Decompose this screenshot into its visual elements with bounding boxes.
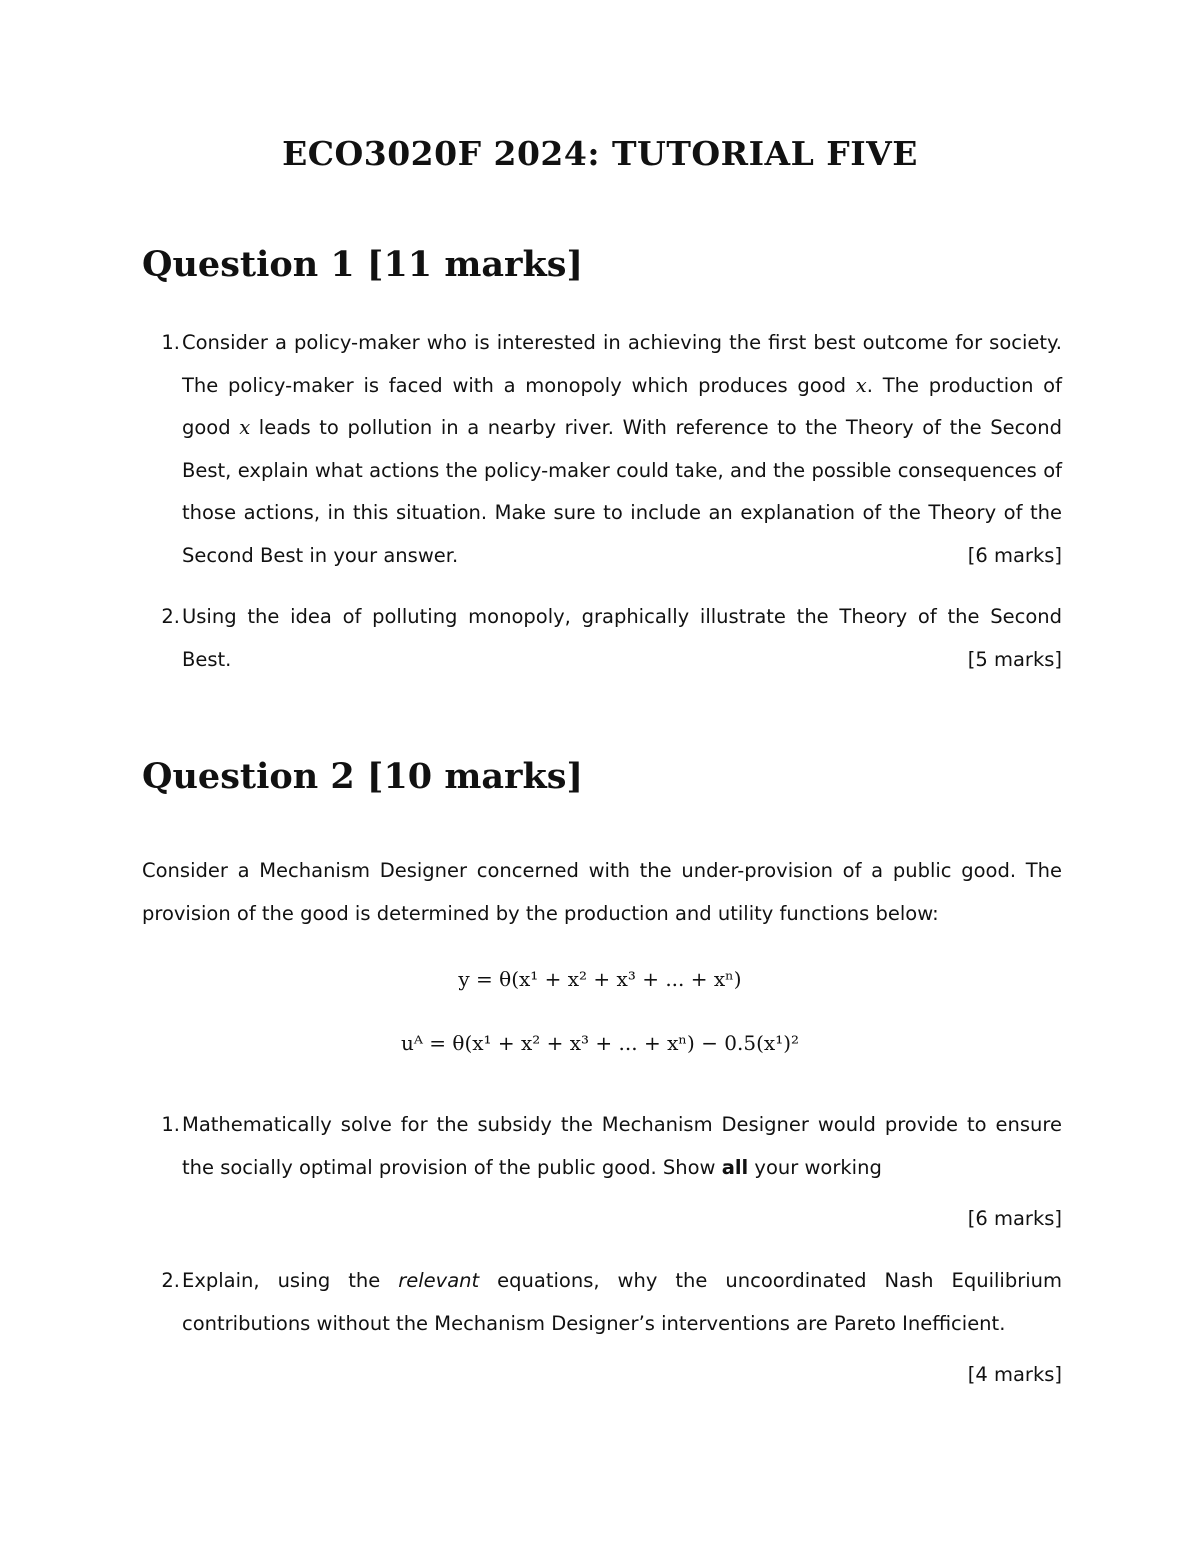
marks-label: [6 marks] (967, 1207, 1062, 1231)
item-body (182, 1260, 1062, 1345)
item-text: Using the idea of polluting monopoly, graphically illustrate the Theory of the Second Best. (182, 605, 1062, 671)
page-title: ECO3020F 2024: TUTORIAL FIVE (282, 134, 918, 173)
question-2-item-2 (142, 1260, 1062, 1397)
item-text: your working (748, 1155, 882, 1179)
item-number: 1. (161, 331, 180, 354)
variable-x: x (855, 373, 867, 397)
item-text: Mathematically solve for the subsidy the Mechanism Designer would provide to ensure the socially optimal provision of the public good. Show (182, 1113, 1062, 1179)
item-number: 1. (161, 1113, 180, 1136)
item-body (182, 1104, 1062, 1189)
item-text: Explain, using the (182, 1269, 399, 1292)
item-text: . The production of good (182, 373, 1062, 440)
item-number: 2. (161, 605, 180, 628)
marks-label: [4 marks] (967, 1363, 1062, 1387)
variable-x: x (239, 416, 251, 440)
question-1-item-1 (142, 322, 1062, 578)
question-2-item-1 (142, 1104, 1062, 1241)
utility-function-equation: uᴬ = θ(x¹ + x² + x³ + ... + xⁿ) − 0.5(x¹)² (400, 1031, 800, 1055)
item-body (182, 322, 1062, 578)
question-2-intro: Consider a Mechanism Designer concerned with the under-provision of a public good. The provision of the good is determined by the production and utility functions below: (142, 859, 1062, 925)
marks-label: [6 marks] (967, 543, 1062, 567)
question-1-item-2 (142, 596, 1062, 681)
production-function-equation: y = θ(x¹ + x² + x³ + ... + xⁿ) (458, 967, 742, 991)
emphasis-italic: relevant (398, 1269, 480, 1292)
item-text: Consider a policy-maker who is interested in achieving the first best outcome for society. The policy-maker is faced with a monopoly which produces good (182, 331, 1062, 397)
question-2-heading: Question 2 [10 marks] (142, 756, 584, 797)
item-text: leads to pollution in a nearby river. With reference to the Theory of the Second Best, explain what actions the policy-maker could take, and the possible consequences of those actions, in this situation. Make sure to include an explanation of the Theory of the Second Best in your answer. (182, 416, 1062, 567)
item-body (182, 596, 1062, 681)
item-text: equations, why the uncoordinated Nash Equilibrium contributions without the Mechanism Designer’s interventions are Pareto Inefficient. (182, 1269, 1062, 1335)
emphasis-bold: all (721, 1155, 749, 1179)
item-number: 2. (161, 1269, 180, 1292)
question-1-heading: Question 1 [11 marks] (142, 244, 584, 285)
marks-label: [5 marks] (967, 647, 1062, 671)
